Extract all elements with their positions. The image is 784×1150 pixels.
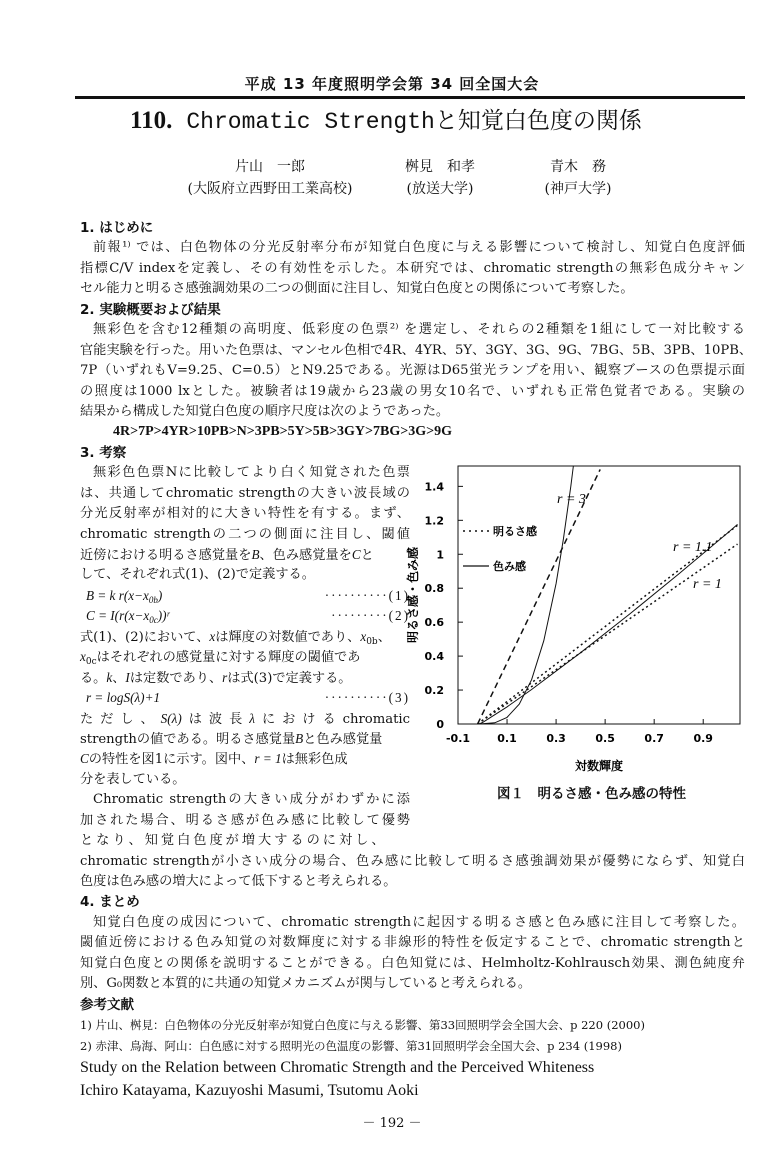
body-line: して、それぞれ式(1)、(2)で定義する。 — [80, 567, 315, 583]
legend-label-chroma: 色み感 — [493, 560, 526, 573]
text: ただし、 — [80, 711, 161, 727]
series-line-brightness-r3 — [478, 469, 601, 724]
series-line-brightness-r1-1 — [478, 525, 738, 724]
section-heading: 4. まとめ — [80, 894, 140, 911]
body-line: 別、G₀関数と本質的に共通の知覚メカニズムが関与していると考えられる。 — [80, 976, 532, 992]
author-affiliation: (大阪府立西野田工業高校) — [187, 181, 353, 197]
text: 、 — [112, 670, 126, 686]
body-line: chromatic strengthの二つの側面に注目し、閾値 — [80, 526, 410, 542]
conference-header: 平成 13 年度照明学会第 34 回全国大会 — [244, 75, 540, 93]
body-line: 官能実験を行った。用いた色票は、マンセル色相で4R、4YR、5Y、3GY、3G、9G、7BG、5B、3PB、10PB、 — [80, 342, 753, 358]
text: は定数であり、 — [129, 670, 223, 686]
author-name: 片山 一郎 — [235, 159, 305, 175]
body-line — [80, 709, 410, 729]
author-2 — [385, 156, 495, 200]
body-line: 分を表している。 — [80, 771, 186, 787]
var-c: C — [351, 547, 361, 562]
text: におけるchromatic — [254, 711, 411, 727]
body-line: 指標C/V indexを定義し、その有効性を示した。本研究では、chromatic strengthの無彩色成分キャン — [80, 260, 745, 276]
annotation-r1-1: r = 1.1 — [673, 540, 713, 555]
var-x: x — [80, 649, 86, 665]
body-line: となり、知覚白色度が増大するのに対し、 — [80, 833, 388, 849]
body-line: セル能力と明るさ感強調効果の二つの側面に注目し、知覚白色度との関係について考察した。 — [80, 281, 634, 297]
figure-caption: 図１ 明るさ感・色み感の特性 — [497, 786, 686, 802]
sub: 0c — [85, 657, 97, 668]
author-name: 青木 務 — [550, 159, 606, 175]
eq-text: B = k r(x−x — [86, 587, 149, 603]
text: は輝度の対数値であり、 — [215, 629, 361, 645]
var-i: I — [125, 669, 130, 685]
var-lambda: λ — [249, 710, 255, 726]
eq-number: ·········(2) — [331, 608, 410, 624]
eq-num: (1) — [388, 587, 410, 603]
body-line: 結果から構成した知覚白色度の順序尺度は次のようであった。 — [80, 403, 450, 419]
x-tick-label: 0.3 — [546, 732, 566, 745]
english-title: Study on the Relation between Chromatic Strength and the Perceived Whiteness — [80, 1058, 595, 1076]
text: 近傍における明るさ感覚量を — [80, 548, 252, 563]
legend — [463, 524, 537, 573]
text: の特性を図1に示す。図中、 — [88, 752, 255, 768]
x-tick-label: 0.9 — [693, 732, 713, 745]
author-3 — [515, 156, 641, 200]
title-latin: Chromatic Strength — [186, 109, 435, 135]
eq-text: C = I(r(x−x — [86, 608, 150, 624]
body-line — [80, 668, 410, 688]
eq-num: (2) — [388, 608, 410, 624]
body-line: 知覚白色度の成因について、chromatic strengthに起因する明るさ感と色み感に注目して考察した。 — [93, 914, 745, 930]
body-line: 無彩色色票Nに比較してより白く知覚された色票 — [93, 465, 410, 481]
var-k: k — [106, 669, 113, 685]
var-b: B — [251, 547, 260, 562]
paper-number: 110. — [130, 107, 173, 134]
body-line: chromatic strengthが小さい成分の場合、色み感に比較して明るさ感強調効果が優勢にならず、知覚白 — [80, 853, 745, 869]
sub: 0b — [366, 636, 378, 647]
text: strengthの値である。明るさ感覚量 — [80, 731, 296, 747]
y-tick-label: 0.6 — [424, 616, 444, 630]
var-x: x — [360, 628, 367, 644]
annotation-r1: r = 1 — [693, 577, 722, 592]
author-affiliation: (放送大学) — [406, 181, 474, 197]
body-line: 閾値近傍における色み知覚の対数輝度に対する非線形的特性を仮定することで、chromatic strengthと — [80, 935, 745, 951]
eq-sub: 0b — [148, 594, 158, 605]
y-tick-label: 0 — [436, 718, 444, 731]
x-tick-label: 0.7 — [644, 732, 664, 745]
y-tick-label: 1.2 — [424, 514, 444, 528]
body-line: 色度は色み感の増大によって低下すると考えられる。 — [80, 874, 397, 889]
eq-number: ··········(1) — [324, 587, 410, 603]
text: は波長 — [181, 711, 250, 727]
reference-item: 1) 片山、桝見：白色物体の分光反射率が知覚白色度に与える影響、第33回照明学会全国大会、p 220 (2000) — [80, 1018, 645, 1033]
body-line: Chromatic strengthの大きい成分がわずかに添 — [93, 792, 410, 808]
text: はそれぞれの感覚量に対する輝度の閾値であ — [96, 650, 361, 666]
equation-3 — [80, 688, 410, 708]
body-line — [80, 729, 410, 749]
section-heading: 3. 考察 — [80, 444, 127, 461]
y-tick-label: 0.4 — [424, 650, 444, 664]
y-axis-label: 明るさ感・色み感 — [406, 546, 420, 644]
var-r: r = 1 — [254, 751, 282, 767]
eq-text: r = logS(λ)+1 — [86, 690, 161, 706]
text: と — [360, 548, 374, 563]
text: 、 — [377, 629, 391, 645]
var-x: x — [209, 628, 216, 644]
body-line: 前報¹⁾ では、白色物体の分光反射率分布が知覚白色度に与える影響について検討し、知覚白色度評価 — [93, 240, 745, 256]
paper-title — [130, 102, 642, 135]
body-line: は、共通してchromatic strengthの大きい波長域の — [80, 485, 410, 501]
y-tick-label: 1.4 — [424, 480, 444, 494]
body-line: 加された場合、明るさ感が色み感に比較して優勢 — [80, 812, 410, 828]
legend-label-brightness: 明るさ感 — [493, 525, 537, 538]
text: は無彩色成 — [281, 752, 348, 768]
whiteness-order: 4R>7P>4YR>10PB>N>3PB>5Y>5B>3GY>7BG>3G>9G — [113, 424, 452, 440]
reference-item: 2) 赤津、鳥海、阿山：白色感に対する照明光の色温度の影響、第31回照明学会全国大会、p 234 (1998) — [80, 1038, 622, 1053]
x-tick-label: -0.1 — [445, 732, 471, 745]
section-heading: 1. はじめに — [80, 220, 154, 236]
equation-1 — [80, 586, 410, 606]
eq-text: ))ʳ — [157, 608, 170, 624]
x-axis-label: 対数輝度 — [574, 759, 624, 773]
body-line: 分光反射率が相対的に大きい特性を有する。まず、 — [80, 506, 410, 522]
text: 、色み感覚量を — [259, 548, 352, 563]
x-tick-label: 0.5 — [595, 732, 615, 745]
eq-num: (3) — [388, 690, 410, 706]
var-r: r — [222, 669, 228, 685]
text: は式(3)で定義する。 — [227, 670, 352, 686]
figure-1-chart — [405, 455, 755, 780]
body-line: 無彩色を含む12種類の高明度、低彩度の色票²⁾ を選定し、それらの2種類を1組にして一対比較する — [93, 322, 745, 338]
equation-2 — [80, 606, 410, 626]
references-heading: 参考文献 — [80, 996, 134, 1013]
eq-text: ) — [157, 587, 163, 603]
eq-sub: 0c — [149, 615, 158, 626]
y-tick-label: 0.8 — [424, 582, 444, 596]
x-tick-label: 0.1 — [497, 732, 517, 745]
text: る。 — [80, 670, 107, 686]
body-line: の照度は1000 lxとした。被験者は19歳から23歳の男女10名で、いずれも正常色覚者である。実験の — [80, 383, 745, 399]
author-1 — [170, 156, 370, 200]
eq-number: ··········(3) — [324, 690, 410, 706]
plot-frame — [458, 466, 740, 724]
body-line — [80, 749, 410, 769]
page-number: － 192 － — [362, 1116, 422, 1131]
english-authors: Ichiro Katayama, Kazuyoshi Masumi, Tsutomu Aoki — [80, 1081, 419, 1099]
annotation-r3: r = 3 — [557, 492, 586, 507]
author-name: 桝見 和孝 — [405, 159, 475, 175]
body-line — [80, 545, 410, 565]
body-line — [80, 647, 410, 667]
header-rule — [75, 96, 745, 99]
var-c: C — [80, 751, 89, 767]
author-affiliation: (神戸大学) — [544, 181, 612, 197]
text: 式(1)、(2)において、 — [80, 629, 210, 645]
body-line: 知覚白色度との関係を説明することができる。白色知覚には、Helmholtz-Kohlrausch効果、測色純度弁 — [80, 955, 745, 971]
y-tick-label: 1 — [436, 548, 444, 562]
y-tick-label: 0.2 — [424, 684, 444, 698]
body-line: 7P（いずれもV=9.25、C=0.5）とN9.25である。光源はD65蛍光ランプを用い、観察ブースの色票提示面 — [80, 363, 745, 379]
body-line — [80, 627, 410, 647]
text: と色み感覚量 — [303, 731, 383, 747]
section-heading: 2. 実験概要および結果 — [80, 301, 221, 318]
var-b: B — [295, 730, 304, 746]
var-s: S(λ) — [160, 710, 182, 726]
title-japanese: と知覚白色度の関係 — [434, 108, 642, 134]
